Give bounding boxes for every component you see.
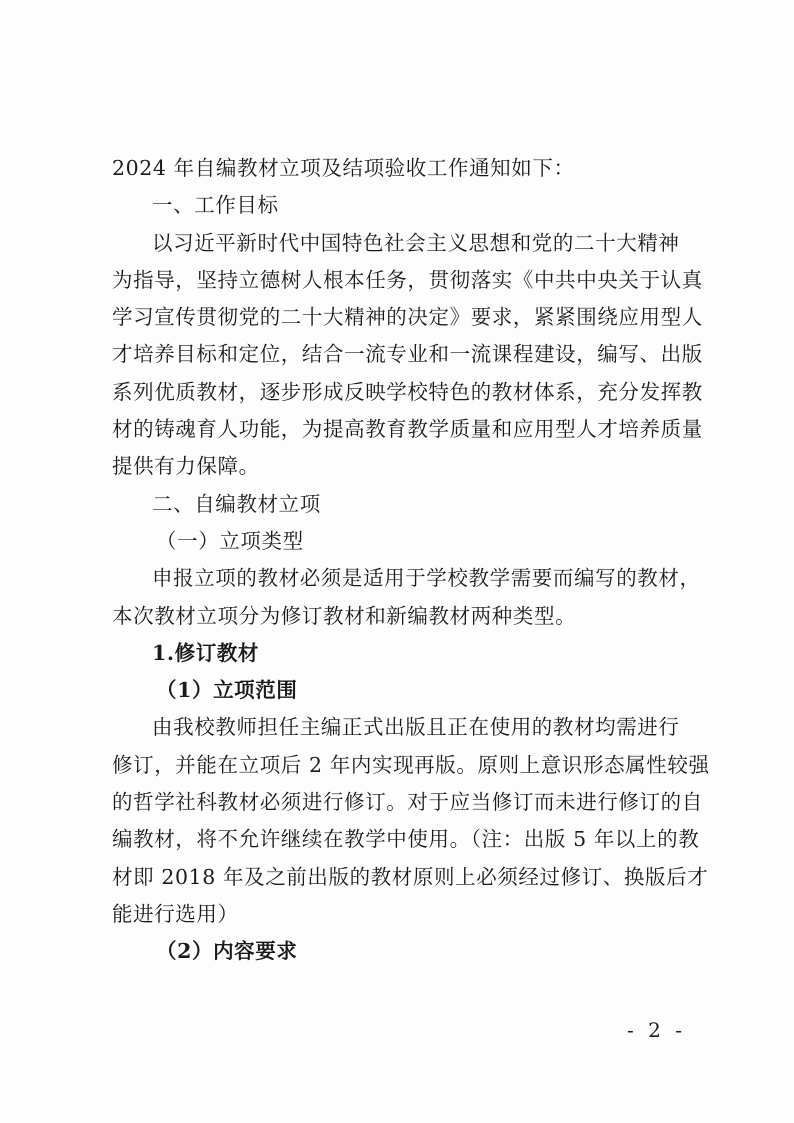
paragraph-line: 的哲学社科教材必须进行修订。对于应当修订而未进行修订的自 [112, 790, 703, 815]
paragraph-line: 能进行选用） [112, 901, 239, 926]
paragraph-line: 材即 2018 年及之前出版的教材原则上必须经过修订、换版后才 [112, 864, 709, 889]
subsection-heading-types: （一）立项类型 [156, 528, 304, 553]
paragraph-line: 本次教材立项分为修订教材和新编教材两种类型。 [112, 603, 577, 628]
item-heading-revised-textbook: 1.修订教材 [152, 640, 260, 665]
paragraph-line: 编教材，将不允许继续在教学中使用。（注：出版 5 年以上的教 [112, 827, 700, 852]
paragraph-line: 系列优质教材，逐步形成反映学校特色的教材体系，充分发挥教 [112, 379, 703, 404]
intro-paragraph: 2024 年自编教材立项及结项验收工作通知如下： [112, 156, 575, 180]
section-heading-self-compiled: 二、自编教材立项 [152, 491, 321, 516]
paragraph-line: 为指导，坚持立德树人根本任务，贯彻落实《中共中央关于认真 [112, 267, 703, 292]
paragraph-line: 才培养目标和定位，结合一流专业和一流课程建设，编写、出版 [112, 342, 703, 367]
document-body [112, 150, 710, 971]
item-subheading-content-requirements: （2）内容要求 [156, 939, 298, 964]
paragraph-line: 材的铸魂育人功能，为提高教育教学质量和应用型人才培养质量 [112, 417, 703, 442]
paragraph-line: 学习宣传贯彻党的二十大精神的决定》要求，紧紧围绕应用型人 [112, 305, 703, 330]
paragraph-line: 修订，并能在立项后 2 年内实现再版。原则上意识形态属性较强 [112, 752, 710, 777]
paragraph-line: 以习近平新时代中国特色社会主义思想和党的二十大精神 [152, 230, 680, 255]
paragraph-line: 由我校教师担任主编正式出版且正在使用的教材均需进行 [152, 715, 680, 740]
page-number: - 2 - [627, 1018, 686, 1042]
item-subheading-scope: （1）立项范围 [156, 678, 298, 703]
paragraph-line: 申报立项的教材必须是适用于学校教学需要而编写的教材， [152, 566, 701, 591]
paragraph-line: 提供有力保障。 [112, 454, 260, 479]
section-heading-work-goal: 一、工作目标 [152, 193, 279, 218]
